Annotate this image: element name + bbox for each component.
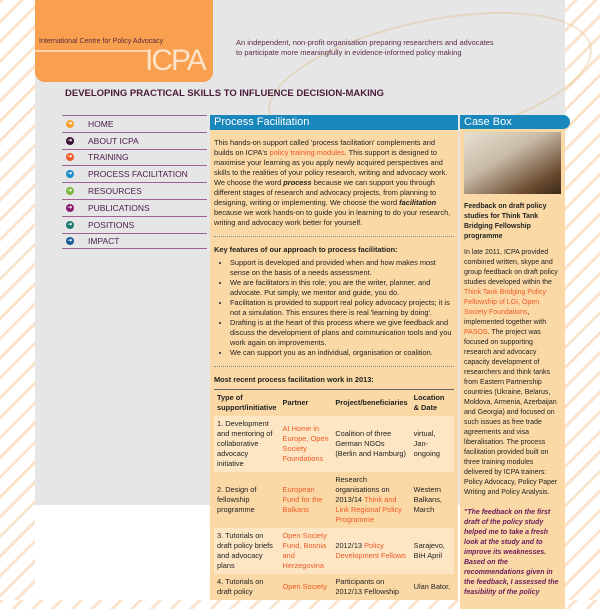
project-text: Research organisations on 2013/14 [335, 475, 390, 504]
logo-mark: ICPA [145, 44, 205, 77]
recent-title: Most recent process facilitation work in 2013: [214, 375, 374, 384]
page-title: Process Facilitation [210, 115, 458, 130]
table-row [214, 416, 454, 472]
project-link[interactable]: Policy Development Fellows [335, 541, 406, 560]
nav-item-positions[interactable] [62, 216, 207, 233]
arrow-right-icon: ➜ [67, 120, 73, 127]
project-text: Coalition of three German NGOs (Berlin and Hamburg) [335, 429, 406, 458]
arrow-right-icon: ➜ [67, 188, 73, 195]
intro-b: . This support is designed to maximise your learning as you apply newly acquired perspectives and skills to the realities of your policy research, writing and advocacy work. We choose the word [214, 148, 448, 187]
nav-label: POSITIONS [88, 219, 135, 230]
cell-type: 1. Development and mentoring of collaborative advocacy initiative [214, 416, 280, 472]
table-row [214, 574, 454, 600]
divider [214, 366, 454, 367]
headline: DEVELOPING PRACTICAL SKILLS TO INFLUENCE DECISION-MAKING [65, 88, 384, 99]
arrow-right-icon: ➜ [67, 204, 73, 211]
nav-label: HOME [88, 118, 114, 129]
case-b: , implemented together with [464, 309, 547, 326]
cell-location: Ulan Bator, [413, 582, 451, 591]
cell-partner-link[interactable]: Open Society [282, 582, 327, 591]
col-type: Type of support/initiative [217, 393, 277, 412]
em-process: process [283, 178, 312, 187]
cell-type: 3. Tutorials on draft policy briefs and advocacy plans [214, 528, 280, 574]
arrow-right-icon: ➜ [67, 154, 73, 161]
table-row [214, 528, 454, 574]
arrow-right-icon: ➜ [67, 137, 73, 144]
col-location: Location & Date [413, 393, 445, 412]
case-heading: Feedback on draft policy studies for Think Tank Bridging Fellowship programme [464, 203, 547, 240]
nav-item-training[interactable] [62, 149, 207, 166]
arrow-right-icon: ➜ [67, 237, 73, 244]
project-text: 2012/13 [335, 541, 365, 550]
main-content [210, 115, 458, 600]
case-c: . The project was focused on supporting research and advocacy capacity development of researchers and think tanks from Eastern Partnership countries (Ukraine, Belarus, Moldova, Armenia, Azerbaijan and Georgia) and focused on such issues as free trade agreements and visa liberalisation. The process facilitation provided built on three training modules delivered by ICPA trainers: Policy Advocacy, Policy Paper Writing and Policy Analysis. [464, 329, 558, 496]
feature-item: • Drafting is at the heart of this process where we give feedback and discuss the development of plans and communication tools and you work again on improvements. [230, 318, 454, 348]
feature-item: • Support is developed and provided when and how makes most sense on the basis of a needs assessment. [230, 258, 454, 278]
cell-partner-link[interactable]: European Fund for the Balkans [282, 485, 323, 514]
policy-training-link[interactable]: policy training modules [269, 148, 345, 157]
table-row [214, 472, 454, 528]
arrow-right-icon: ➜ [67, 171, 73, 178]
nav-item-process-facilitation[interactable] [62, 165, 207, 182]
col-partner: Partner [282, 398, 309, 407]
nav-item-resources[interactable] [62, 182, 207, 199]
nav-item-publications[interactable] [62, 199, 207, 216]
nav-label: PROCESS FACILITATION [88, 169, 188, 180]
pasos-link[interactable]: PASOS [464, 329, 488, 336]
nav-item-impact[interactable] [62, 233, 207, 250]
logo-line [35, 50, 150, 52]
intro-c: because we can support you through different stages of research and advocacy projects, from planning to designing, writing or implementing. We choose the word [214, 178, 437, 207]
case-photo [464, 132, 561, 194]
case-text [464, 248, 561, 498]
logo[interactable] [35, 0, 213, 82]
org-name: International Centre for Policy Advocacy [39, 38, 164, 45]
intro-a: This hands-on support called 'process facilitation' complements and builds on ICPA's [214, 138, 435, 157]
feature-item: • Facilitation is provided to support real policy advocacy projects; it is not a simulation. This ensures there is real 'learning by doing'. [230, 298, 454, 318]
col-project: Project/beneficiaries [335, 398, 408, 407]
nav-label: ABOUT ICPA [88, 135, 139, 146]
nav-item-about-icpa[interactable] [62, 132, 207, 149]
feature-item: • We are facilitators in this role; you are the writer, planner, and advocate. Put simply, we mentor and guide, you do. [230, 278, 454, 298]
cell-project [332, 416, 410, 472]
features-list [214, 258, 454, 358]
project-link[interactable]: Think and Link Regional Policy Programme [335, 495, 402, 524]
arrow-right-icon: ➜ [67, 221, 73, 228]
fellowship-link[interactable]: Think Tank Bridging Policy Fellowship of LGI, Open Society Foundations [464, 289, 546, 316]
intro-text [214, 138, 454, 228]
nav-label: RESOURCES [88, 186, 142, 197]
nav-label: TRAINING [88, 152, 129, 163]
tagline: An independent, non-profit organisation preparing researchers and advocates to participate more meaningfully in evidence-informed policy making [236, 38, 494, 57]
em-facilitation: facilitation [399, 198, 437, 207]
cell-project [332, 528, 410, 574]
nav-item-home[interactable] [62, 115, 207, 132]
main-nav [62, 115, 207, 249]
case-title: Case Box [460, 115, 570, 129]
case-box [460, 115, 570, 609]
case-quote: "The feedback on the first draft of the policy study helped me to take a fresh look at the study and to improve its weaknesses. Based on the recommendations given in the feedback, I assessed the feasibility of the policy [464, 509, 559, 596]
cell-location: virtual, Jan-ongoing [411, 416, 454, 472]
feature-item: • We can support you as an individual, organisation or coalition. [230, 348, 454, 358]
project-text: Participants on 2012/13 Fellowship [335, 577, 400, 596]
nav-label: PUBLICATIONS [88, 202, 150, 213]
divider [214, 236, 454, 237]
cell-location: Sarajevo, BiH April [411, 528, 454, 574]
cell-location: Western Balkans, March [413, 485, 442, 514]
cell-type: 4. Tutorials on draft policy [217, 577, 264, 596]
case-a: In late 2011, ICPA provided combined written, skype and group feedback on draft policy studies developed within the [464, 249, 558, 286]
cell-project [332, 472, 410, 528]
nav-label: IMPACT [88, 235, 120, 246]
work-table [214, 389, 454, 600]
intro-d: because we work hands-on to guide you in learning to do your research, writing and advocacy work better for yourself. [214, 208, 451, 227]
cell-type: 2. Design of fellowship programme [217, 485, 257, 514]
features-title: Key features of our approach to process facilitation: [214, 245, 398, 254]
cell-project [332, 574, 410, 600]
cell-partner-link[interactable]: At Home in Europe, Open Society Foundations [280, 416, 333, 472]
cell-partner-link[interactable]: Open Society Fund, Bosnia and Herzegovina [280, 528, 333, 574]
